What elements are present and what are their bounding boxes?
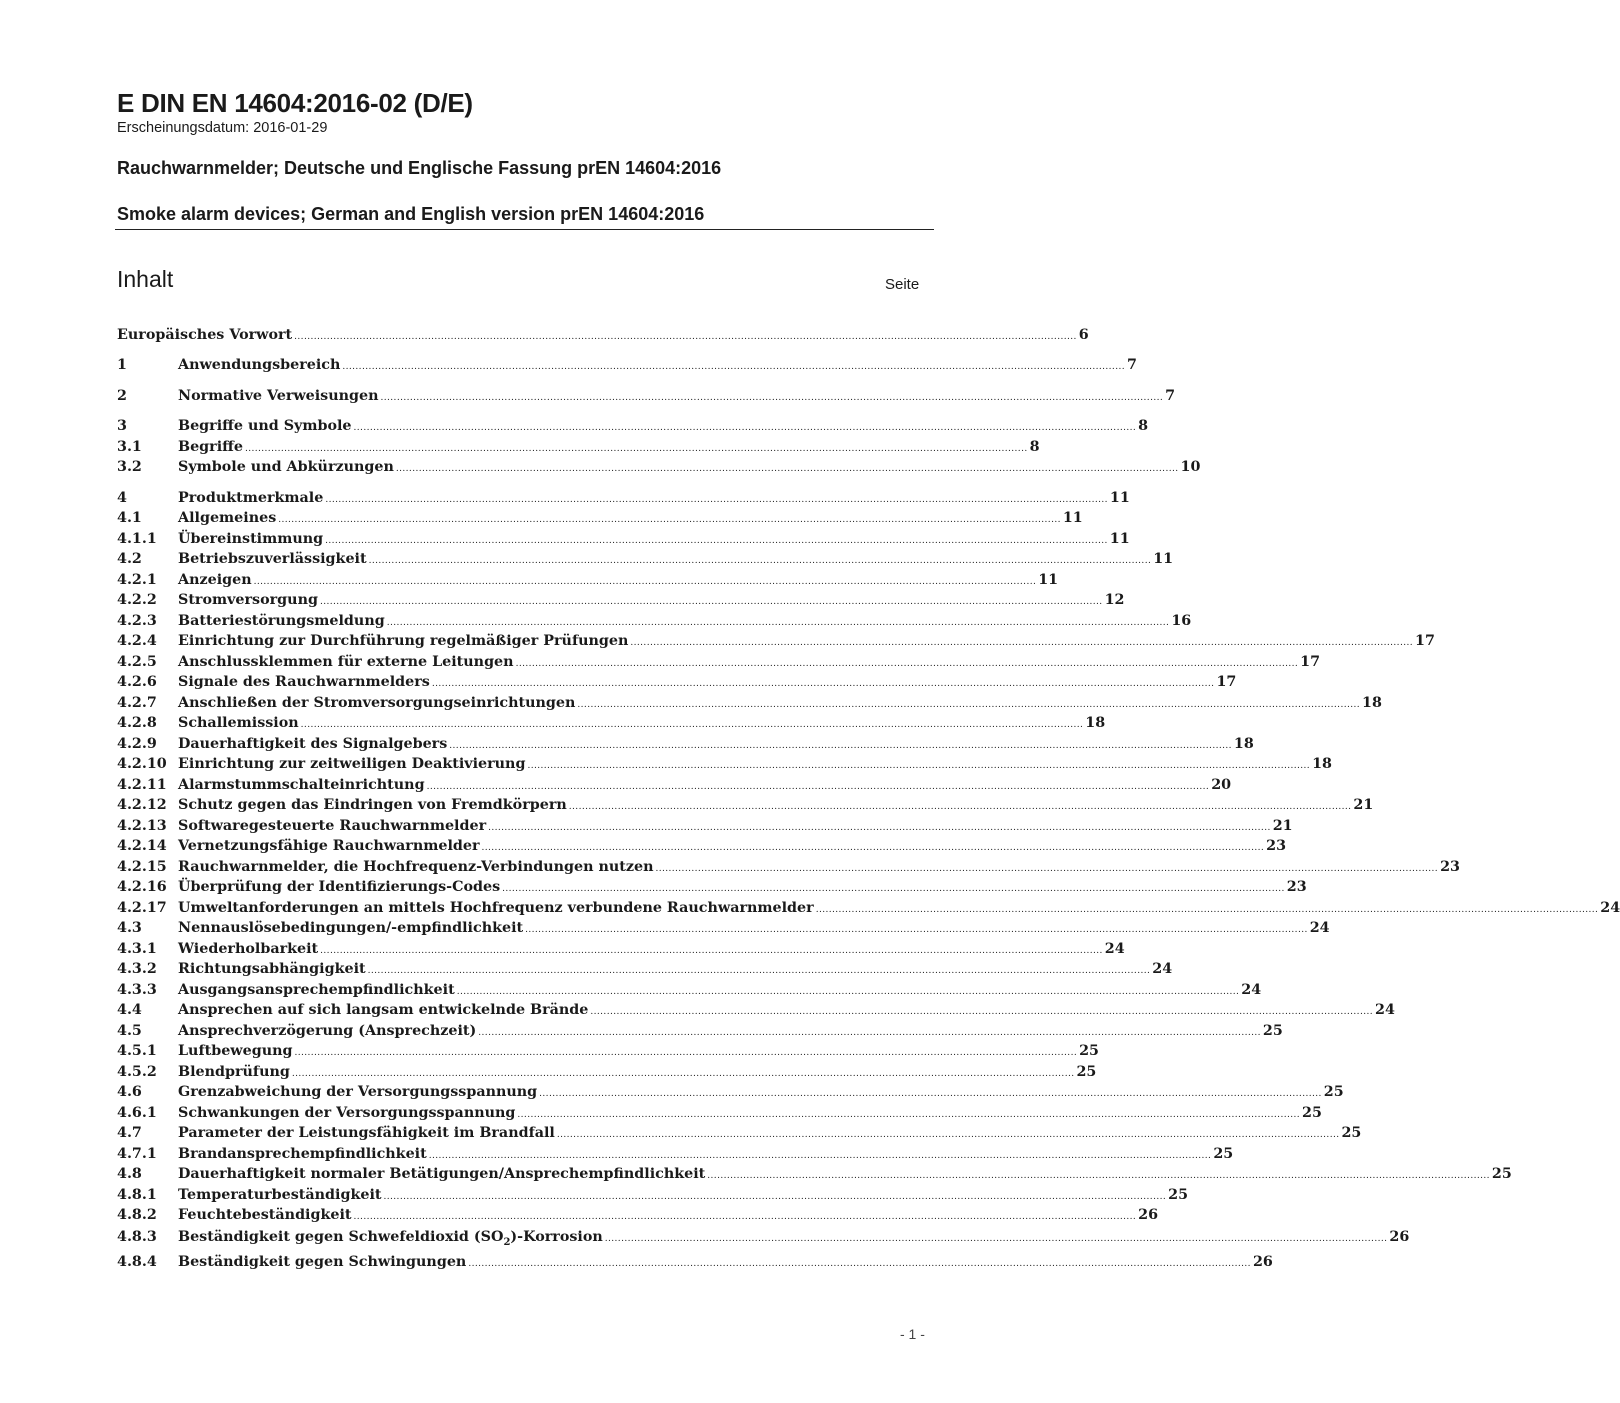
toc-entry[interactable] [117, 1082, 1344, 1102]
toc-dot-leader [517, 1103, 1300, 1125]
toc-entry-title: Alarmstummschalteinrichtung [178, 777, 425, 793]
toc-entry[interactable] [117, 672, 1237, 692]
toc-entry-title-subscript: 2 [503, 1236, 511, 1248]
toc-entry[interactable] [117, 549, 1174, 569]
toc-entry-number: 4.2 [117, 551, 142, 567]
toc-entry-page: 7 [1126, 357, 1137, 373]
toc-dot-leader [577, 693, 1360, 715]
toc-entry-title: Feuchtebeständigkeit [178, 1207, 352, 1223]
toc-entry-title: Überprüfung der Identifizierungs-Codes [178, 879, 501, 895]
toc-entry-title: Beständigkeit gegen Schwingungen [178, 1254, 467, 1270]
toc-entry-title: Richtungsabhängigkeit [178, 961, 366, 977]
toc-entry-number: 4.3.2 [117, 961, 157, 977]
toc-entry-page: 25 [1076, 1064, 1097, 1080]
toc-dot-leader [816, 898, 1599, 920]
toc-entry-number: 4.5.2 [117, 1064, 157, 1080]
toc-entry[interactable] [117, 713, 1106, 733]
toc-entry-title: Betriebszuverlässigkeit [178, 551, 367, 567]
toc-entry-number: 4.8.2 [117, 1207, 157, 1223]
toc-entry-title-suffix: )-Korrosion [510, 1229, 603, 1245]
toc-dot-leader [354, 1205, 1137, 1227]
toc-entry-title: Vernetzungsfähige Rauchwarnmelder [178, 838, 480, 854]
toc-entry-title-text: Beständigkeit gegen Schwefeldioxid (SO [178, 1229, 504, 1245]
toc-entry[interactable] [117, 1000, 1395, 1020]
toc-entry-title: Dauerhaftigkeit normaler Betätigungen/Ansprechempfindlichkeit [178, 1166, 706, 1182]
toc-entry-title: Ausgangsansprechempfindlichkeit [178, 982, 455, 998]
toc-dot-leader [342, 355, 1125, 377]
toc-entry-page: 7 [1165, 388, 1176, 404]
toc-dot-leader [320, 939, 1103, 961]
toc-entry-number: 4.2.2 [117, 592, 157, 608]
toc-heading: Inhalt [117, 266, 174, 292]
toc-entry-number: 4.2.3 [117, 613, 157, 629]
toc-entry-number: 4.2.11 [117, 777, 167, 793]
toc-entry[interactable] [117, 1185, 1189, 1205]
toc-entry-title: Rauchwarnmelder, die Hochfrequenz-Verbindungen nutzen [178, 859, 654, 875]
toc-entry-page: 17 [1300, 654, 1321, 670]
toc-entry[interactable] [117, 631, 1435, 651]
toc-entry[interactable] [117, 693, 1382, 713]
toc-entry-number: 4.2.8 [117, 715, 157, 731]
toc-entry-title: Anwendungsbereich [178, 357, 341, 373]
toc-entry-page: 21 [1272, 818, 1293, 834]
toc-entry-number: 4.2.12 [117, 797, 167, 813]
toc-entry-number: 4.8 [117, 1166, 142, 1182]
toc-dot-leader [427, 775, 1210, 797]
toc-dot-leader [539, 1082, 1322, 1104]
document-title: E DIN EN 14604:2016-02 (D/E) [117, 88, 473, 118]
toc-dot-leader [254, 570, 1037, 592]
toc-entry-title: Stromversorgung [178, 592, 318, 608]
toc-dot-leader [381, 386, 1164, 408]
toc-entry-page: 25 [1262, 1023, 1283, 1039]
toc-entry[interactable] [117, 386, 1176, 406]
toc-entry-page: 20 [1211, 777, 1232, 793]
toc-entry-number: 4 [117, 490, 127, 506]
toc-entry[interactable] [117, 898, 1620, 918]
toc-entry-page: 18 [1233, 736, 1254, 752]
toc-entry-page: 23 [1266, 838, 1287, 854]
toc-dot-leader [527, 754, 1310, 776]
toc-dot-leader [502, 877, 1285, 899]
toc-entry-page: 11 [1038, 572, 1059, 588]
toc-dot-leader [294, 1041, 1077, 1063]
toc-entry[interactable] [117, 795, 1374, 815]
toc-entry-number: 4.2.14 [117, 838, 167, 854]
toc-entry-number: 4.7.1 [117, 1146, 157, 1162]
toc-entry-title: Wiederholbarkeit [178, 941, 319, 957]
toc-entry-number: 1 [117, 357, 127, 373]
toc-entry-number: 4.2.7 [117, 695, 157, 711]
toc-dot-leader [368, 959, 1151, 981]
toc-entry-title: Ansprechen auf sich langsam entwickelnde Brände [178, 1002, 589, 1018]
toc-dot-leader [354, 416, 1137, 438]
toc-dot-leader [432, 672, 1215, 694]
toc-entry-page: 18 [1085, 715, 1106, 731]
toc-entry-page: 16 [1171, 613, 1192, 629]
toc-entry-number: 4.2.1 [117, 572, 157, 588]
toc-entry[interactable] [117, 488, 1130, 508]
toc-entry-number: 4.3.3 [117, 982, 157, 998]
toc-entry-number: 4.1 [117, 510, 142, 526]
toc-dot-leader [478, 1021, 1261, 1043]
toc-entry-title: Dauerhaftigkeit des Signalgebers [178, 736, 448, 752]
toc-entry-title: Nennauslösebedingungen/-empfindlichkeit [178, 920, 524, 936]
toc-dot-leader [387, 611, 1170, 633]
toc-entry-number: 4.2.6 [117, 674, 157, 690]
toc-entry-number: 4.6 [117, 1084, 142, 1100]
toc-entry-page: 26 [1138, 1207, 1159, 1223]
toc-dot-leader [488, 816, 1271, 838]
toc-entry-page: 11 [1062, 510, 1083, 526]
toc-entry-page: 24 [1600, 900, 1620, 916]
toc-entry-title: Einrichtung zur Durchführung regelmäßiger Prüfungen [178, 633, 629, 649]
toc-entry-number: 3 [117, 418, 127, 434]
toc-entry-page: 10 [1180, 459, 1201, 475]
toc-entry-title: Parameter der Leistungsfähigkeit im Brandfall [178, 1125, 555, 1141]
toc-entry[interactable] [117, 857, 1460, 877]
toc-entry-page: 17 [1216, 674, 1237, 690]
toc-dot-leader [525, 918, 1308, 940]
toc-entry-number: 3.1 [117, 439, 142, 455]
toc-entry-title: Grenzabweichung der Versorgungsspannung [178, 1084, 538, 1100]
toc-entry[interactable] [117, 980, 1262, 1000]
toc-entry-page: 23 [1440, 859, 1460, 875]
toc-entry-number: 4.8.1 [117, 1187, 157, 1203]
toc-entry-title: Symbole und Abkürzungen [178, 459, 394, 475]
toc-entry-page: 25 [1168, 1187, 1189, 1203]
toc-entry-number: 4.7 [117, 1125, 142, 1141]
toc-dot-leader [396, 457, 1179, 479]
toc-entry-title: Batteriestörungsmeldung [178, 613, 385, 629]
toc-page-column-label: Seite [885, 276, 920, 293]
title-german: Rauchwarnmelder; Deutsche und Englische Fassung prEN 14604:2016 [117, 158, 722, 178]
page-number: - 1 - [900, 1326, 925, 1342]
toc-dot-leader [482, 836, 1265, 858]
toc-entry-page: 8 [1029, 439, 1040, 455]
toc-entry-title: Softwaregesteuerte Rauchwarnmelder [178, 818, 487, 834]
toc-entry[interactable] [117, 918, 1330, 938]
toc-entry-number: 4.2.17 [117, 900, 167, 916]
toc-entry-number: 4.5 [117, 1023, 142, 1039]
toc-entry-title: Brandansprechempfindlichkeit [178, 1146, 427, 1162]
toc-entry[interactable] [117, 355, 1137, 375]
toc-entry[interactable] [117, 959, 1173, 979]
toc-entry-number: 4.3 [117, 920, 142, 936]
toc-entry[interactable] [117, 1062, 1097, 1082]
toc-entry-page: 21 [1353, 797, 1374, 813]
toc-dot-leader [384, 1185, 1167, 1207]
toc-entry-number: 4.2.15 [117, 859, 167, 875]
toc-entry-number: 4.2.10 [117, 756, 167, 772]
toc-entry-page: 24 [1309, 920, 1330, 936]
toc-entry-page: 11 [1109, 531, 1130, 547]
toc-entry-page: 17 [1415, 633, 1435, 649]
toc-entry-title: Schallemission [178, 715, 299, 731]
toc-entry-page: 11 [1153, 551, 1174, 567]
toc-dot-leader [301, 713, 1084, 735]
toc-dot-leader [449, 734, 1232, 756]
toc-entry-title: Europäisches Vorwort [117, 327, 293, 343]
toc-entry-page: 25 [1491, 1166, 1512, 1182]
toc-entry-title: Begriffe und Symbole [178, 418, 352, 434]
toc-entry[interactable] [117, 734, 1254, 754]
toc-entry-title: Allgemeines [178, 510, 277, 526]
toc-entry-page: 25 [1213, 1146, 1234, 1162]
toc-entry[interactable] [117, 816, 1293, 836]
toc-entry[interactable] [117, 775, 1232, 795]
toc-entry-title: Einrichtung zur zeitweiligen Deaktivierung [178, 756, 526, 772]
toc-entry-number: 2 [117, 388, 127, 404]
toc-entry-number: 4.2.16 [117, 879, 167, 895]
toc-entry[interactable] [117, 590, 1125, 610]
toc-entry[interactable] [117, 325, 1089, 345]
toc-entry-page: 25 [1341, 1125, 1362, 1141]
toc-dot-leader [320, 590, 1103, 612]
toc-entry-title: Übereinstimmung [178, 531, 324, 547]
toc-entry-page: 25 [1079, 1043, 1099, 1059]
toc-entry-page: 11 [1109, 490, 1130, 506]
toc-entry[interactable] [117, 1021, 1283, 1041]
toc-entry[interactable] [117, 1144, 1234, 1164]
toc-entry-number: 3.2 [117, 459, 142, 475]
toc-dot-leader [655, 857, 1438, 879]
toc-entry[interactable] [117, 1103, 1322, 1123]
toc-dot-leader [605, 1227, 1388, 1249]
toc-entry-title: Temperaturbeständigkeit [178, 1187, 382, 1203]
toc-entry-number: 4.5.1 [117, 1043, 157, 1059]
toc-entry-number: 4.3.1 [117, 941, 157, 957]
toc-entry[interactable] [117, 1164, 1512, 1184]
toc-entry[interactable] [117, 570, 1059, 590]
toc-entry-title: Blendprüfung [178, 1064, 290, 1080]
toc-entry-number: 4.2.5 [117, 654, 157, 670]
toc-entry[interactable] [117, 1252, 1273, 1272]
toc-entry-title: Normative Verweisungen [178, 388, 379, 404]
toc-entry-title: Anzeigen [178, 572, 252, 588]
toc-dot-leader [369, 549, 1152, 571]
toc-entry[interactable] [117, 416, 1149, 436]
toc-dot-leader [557, 1123, 1340, 1145]
toc-entry-page: 24 [1375, 1002, 1395, 1018]
toc-dot-leader [590, 1000, 1373, 1022]
toc-entry[interactable] [117, 1041, 1099, 1061]
toc-entry[interactable] [117, 611, 1192, 631]
toc-entry-title [178, 1227, 603, 1253]
toc-entry-page: 6 [1078, 327, 1089, 343]
toc-dot-leader [707, 1164, 1490, 1186]
title-english: Smoke alarm devices; German and English version prEN 14604:2016 [117, 204, 705, 224]
toc-entry-title: Ansprechverzögerung (Ansprechzeit) [178, 1023, 477, 1039]
toc-entry-title: Luftbewegung [178, 1043, 293, 1059]
toc-entry-number: 4.2.13 [117, 818, 167, 834]
toc-entry[interactable] [117, 939, 1125, 959]
toc-entry-title: Produktmerkmale [178, 490, 324, 506]
toc-dot-leader [429, 1144, 1212, 1166]
header-divider [115, 229, 934, 230]
toc-entry-page: 18 [1312, 756, 1332, 772]
toc-entry-number: 4.8.4 [117, 1254, 157, 1270]
toc-entry-page: 26 [1389, 1229, 1410, 1245]
toc-entry-page: 12 [1104, 592, 1125, 608]
toc-entry[interactable] [117, 1205, 1159, 1225]
toc-entry[interactable] [117, 437, 1040, 457]
toc-entry[interactable] [117, 877, 1307, 897]
toc-entry[interactable] [117, 1227, 1410, 1248]
toc-entry-number: 4.2.9 [117, 736, 157, 752]
publication-date: Erscheinungsdatum: 2016-01-29 [117, 120, 328, 136]
toc-entry-page: 26 [1252, 1254, 1273, 1270]
toc-dot-leader [325, 488, 1108, 510]
toc-entry-page: 24 [1152, 961, 1173, 977]
toc-dot-leader [325, 529, 1108, 551]
toc-dot-leader [630, 631, 1413, 653]
toc-entry[interactable] [117, 836, 1287, 856]
toc-entry-title: Signale des Rauchwarnmelders [178, 674, 430, 690]
toc-entry-title: Schutz gegen das Eindringen von Fremdkörpern [178, 797, 567, 813]
toc-entry-number: 4.8.3 [117, 1229, 157, 1245]
toc-entry[interactable] [117, 457, 1201, 477]
toc-entry-title: Schwankungen der Versorgungsspannung [178, 1105, 516, 1121]
toc-dot-leader [468, 1252, 1251, 1274]
toc-entry-page: 8 [1138, 418, 1149, 434]
toc-entry-number: 4.6.1 [117, 1105, 157, 1121]
toc-entry-page: 18 [1362, 695, 1382, 711]
toc-entry-number: 4.4 [117, 1002, 142, 1018]
toc-entry-title: Anschlussklemmen für externe Leitungen [178, 654, 514, 670]
toc-dot-leader [516, 652, 1299, 674]
toc-entry[interactable] [117, 1123, 1362, 1143]
toc-dot-leader [569, 795, 1352, 817]
toc-entry-page: 25 [1323, 1084, 1344, 1100]
toc-entry-number: 4.2.4 [117, 633, 157, 649]
toc-entry-page: 23 [1286, 879, 1307, 895]
toc-entry-title: Begriffe [178, 439, 243, 455]
toc-dot-leader [457, 980, 1240, 1002]
toc-dot-leader [278, 508, 1061, 530]
toc-entry-page: 24 [1104, 941, 1125, 957]
toc-entry-title: Umweltanforderungen an mittels Hochfrequenz verbundene Rauchwarnmelder [178, 900, 814, 916]
toc-dot-leader [292, 1062, 1075, 1084]
toc-entry-number: 4.1.1 [117, 531, 157, 547]
toc-entry[interactable] [117, 652, 1321, 672]
toc-entry[interactable] [117, 754, 1332, 774]
toc-dot-leader [294, 325, 1077, 347]
toc-entry-title: Anschließen der Stromversorgungseinrichtungen [178, 695, 576, 711]
toc-entry[interactable] [117, 508, 1083, 528]
toc-entry[interactable] [117, 529, 1130, 549]
toc-entry-page: 24 [1241, 982, 1262, 998]
toc-entry-page: 25 [1302, 1105, 1322, 1121]
toc-dot-leader [245, 437, 1028, 459]
